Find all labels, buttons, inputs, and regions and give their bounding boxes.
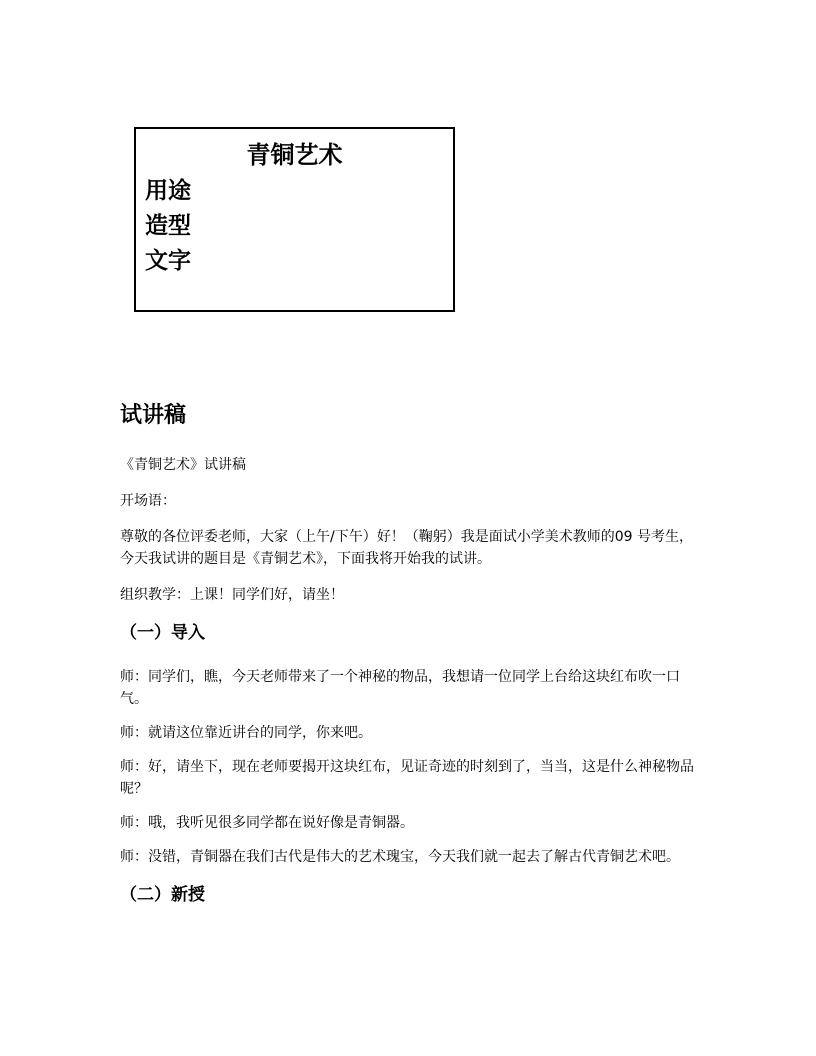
blackboard-outline [134, 127, 455, 312]
dialogue-line: 师：好，请坐下，现在老师要揭开这块红布，见证奇迹的时刻到了，当当，这是什么神秘物品呢？ [120, 759, 694, 797]
opening-label: 开场语： [120, 493, 176, 509]
board-item-text: 文字 [145, 248, 191, 274]
dialogue-line: 师：没错，青铜器在我们古代是伟大的艺术瑰宝，今天我们就一起去了解古代青铜艺术吧。 [120, 849, 680, 865]
section-heading-new-lesson: （二）新授 [120, 885, 205, 905]
script-subtitle: 《青铜艺术》试讲稿 [120, 457, 246, 473]
board-item-usage: 用途 [145, 178, 191, 204]
dialogue-line: 师：就请这位靠近讲台的同学，你来吧。 [120, 725, 372, 741]
board-title: 青铜艺术 [246, 141, 343, 169]
dialogue-line: 师：哦，我听见很多同学都在说好像是青铜器。 [120, 815, 414, 831]
organize-teaching: 组织教学：上课！同学们好，请坐！ [120, 587, 344, 603]
document-title: 试讲稿 [120, 403, 187, 428]
section-heading-introduction: （一）导入 [120, 623, 205, 643]
lecture-script [120, 400, 700, 928]
board-item-shape: 造型 [145, 213, 191, 239]
dialogue-line: 师：同学们，瞧，今天老师带来了一个神秘的物品，我想请一位同学上台给这块红布吹一口气。 [120, 669, 680, 707]
opening-text: 尊敬的各位评委老师，大家（上午/下午）好！（鞠躬）我是面试小学美术教师的09 号考生，今天我试讲的题目是《青铜艺术》，下面我将开始我的试讲。 [120, 529, 693, 567]
